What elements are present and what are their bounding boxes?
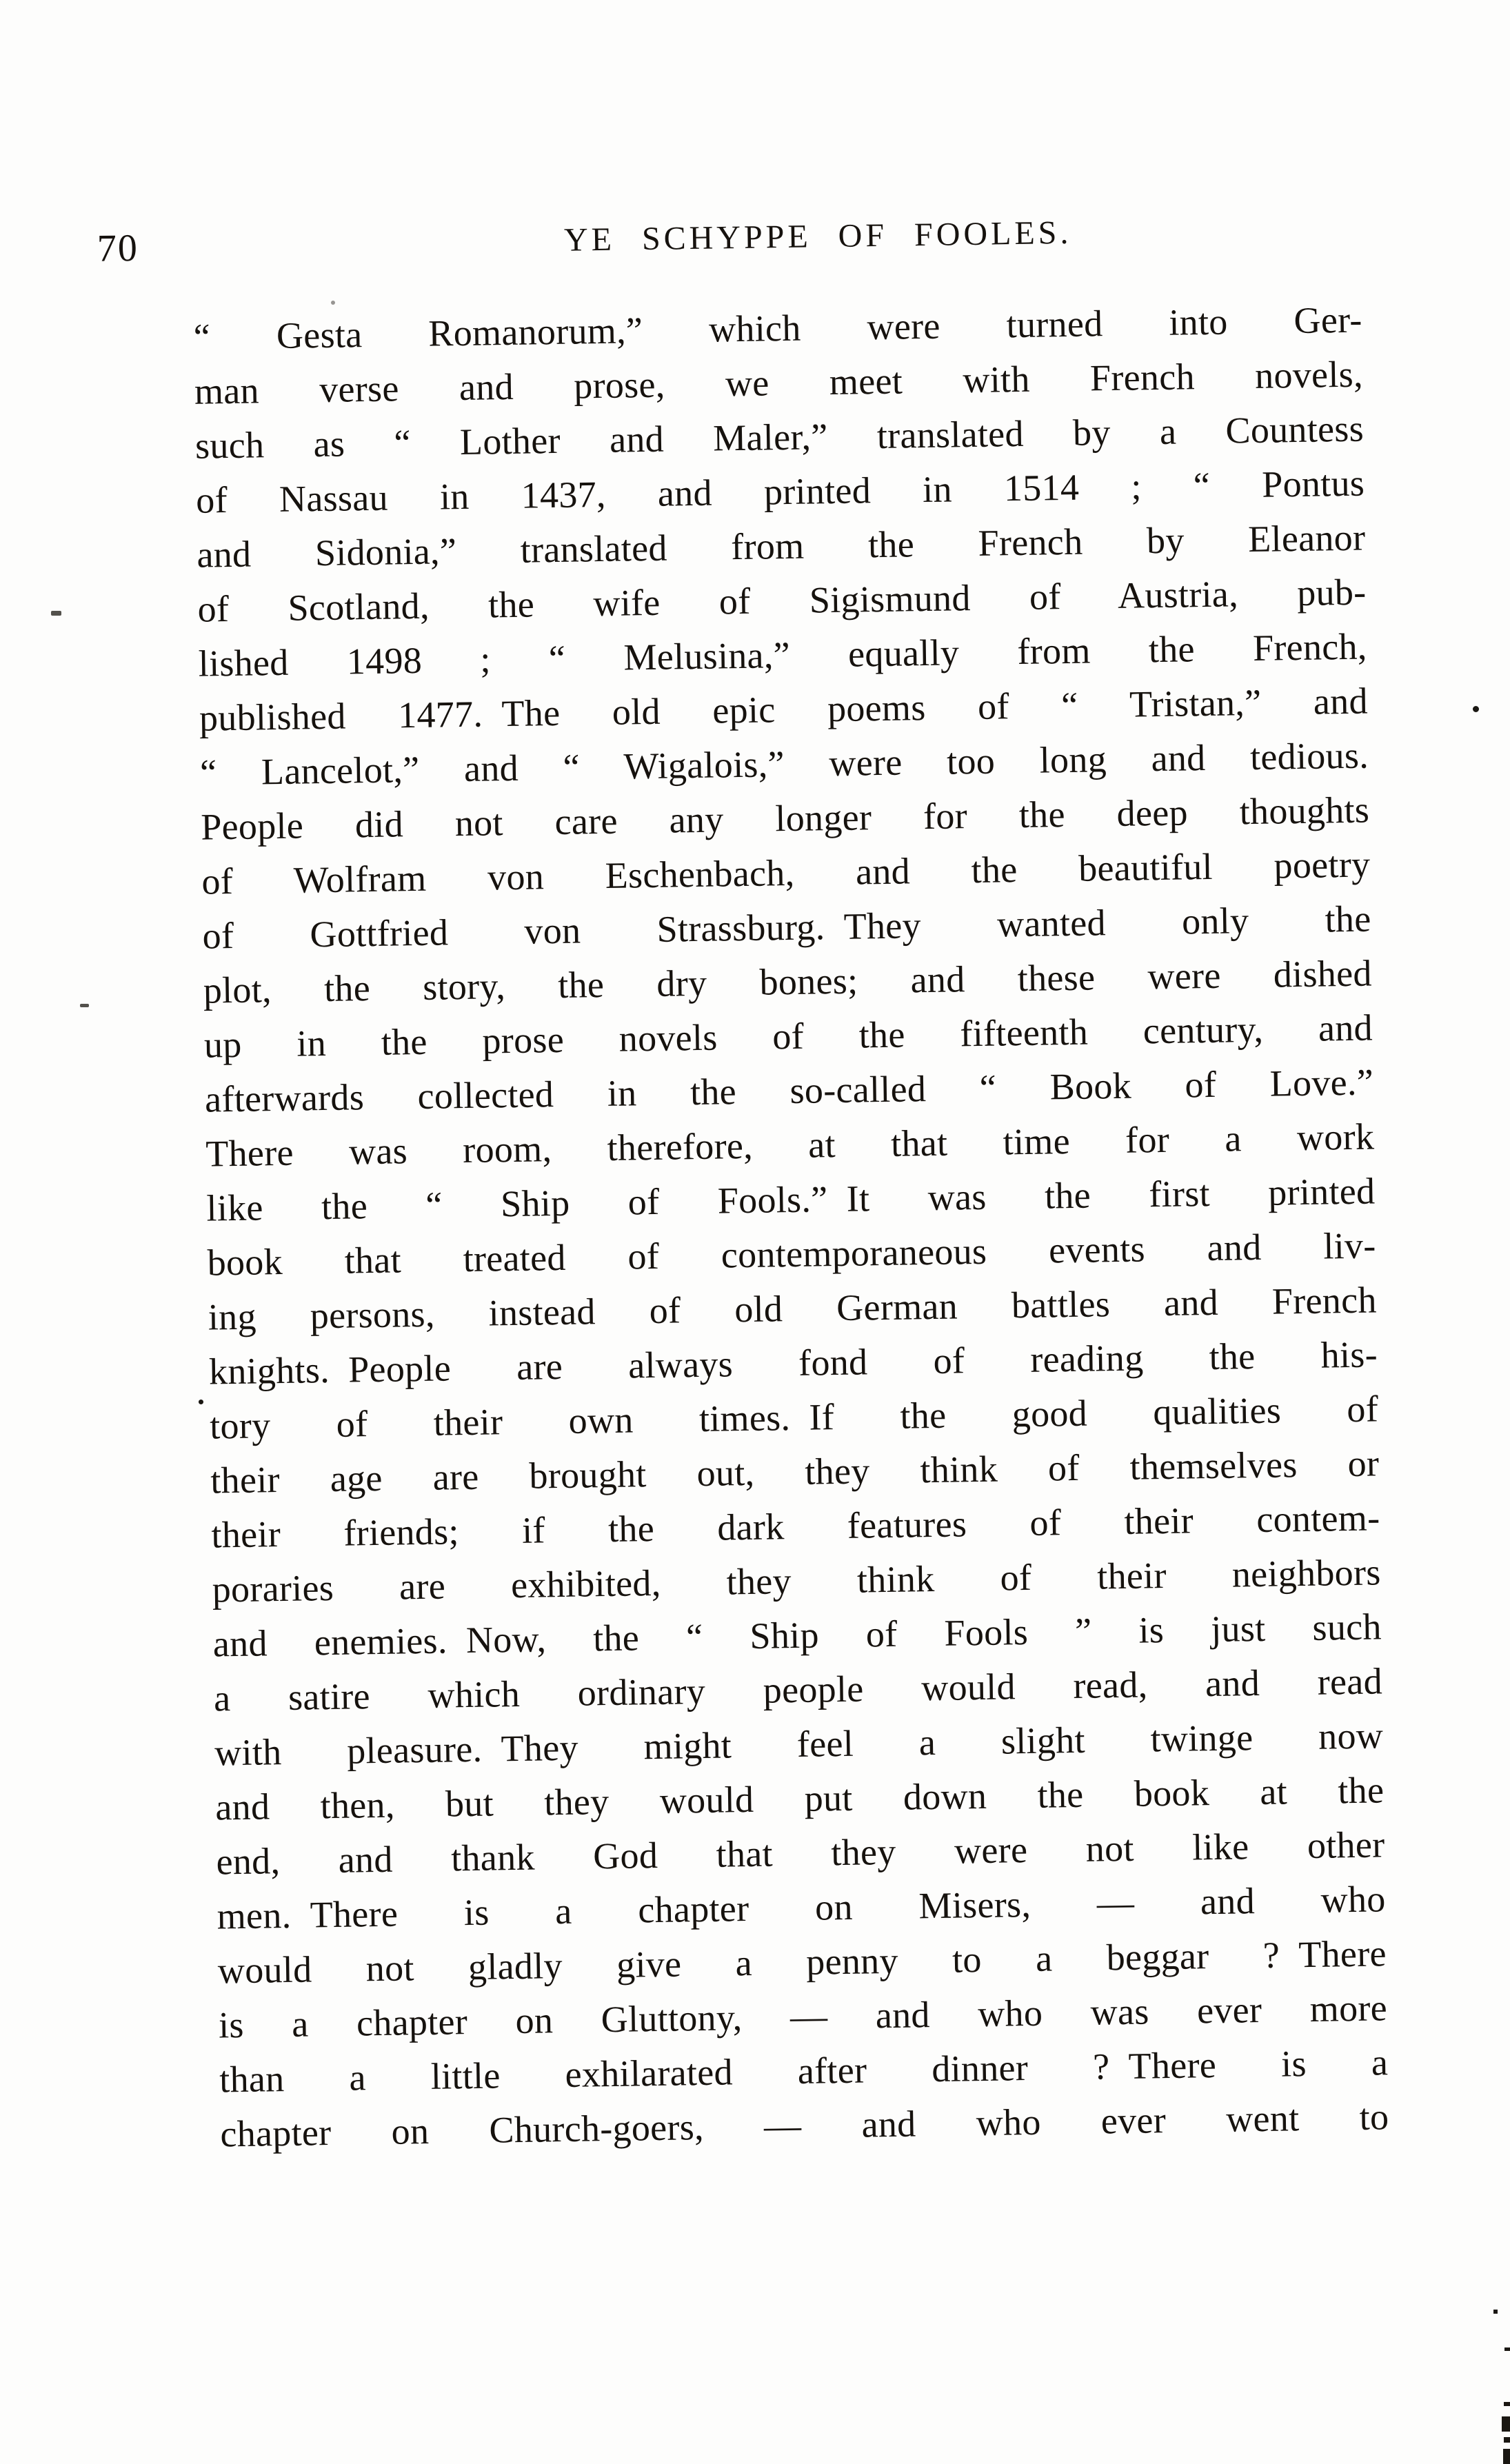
text-line: is a chapter on Gluttony, — and who was ever more — [218, 1987, 1388, 2046]
text-line: book that treated of contemporaneous events and liv- — [207, 1224, 1376, 1284]
text-line: tory of their own times. If the good qualities of — [209, 1388, 1379, 1447]
text-line: and Sidonia,” translated from the French by Eleanor — [196, 516, 1366, 576]
page-number: 70 — [97, 226, 139, 270]
scan-speck — [51, 611, 61, 616]
text-line: and enemies. Now, the “ Ship of Fools ” is just such — [212, 1606, 1382, 1665]
page-content — [97, 214, 1389, 2162]
scan-speck — [1473, 706, 1479, 712]
text-line: “ Lancelot,” and “ Wigalois,” were too long and tedious. — [199, 734, 1369, 794]
scan-edge-mark — [1493, 2310, 1498, 2314]
text-line: end, and thank God that they were not like other — [216, 1824, 1385, 1883]
text-line: than a little exhilarated after dinner ? There is a — [219, 2041, 1389, 2101]
text-line: up in the prose novels of the fifteenth century, and — [203, 1007, 1373, 1066]
text-line: of Wolfram von Eschenbach, and the beautiful poetry — [201, 843, 1371, 902]
scan-speck — [80, 1004, 89, 1007]
scan-edge-mark — [1504, 2437, 1510, 2443]
body-text — [193, 293, 1389, 2162]
text-line: their age are brought out, they think of themselves or — [210, 1442, 1380, 1502]
scan-edge-mark — [1502, 2416, 1510, 2432]
text-line: chapter on Church-goers, — and who ever went to — [219, 2096, 1389, 2155]
scan-edge-mark — [1504, 2347, 1510, 2351]
text-line: with pleasure. They might feel a slight twinge now — [214, 1715, 1384, 1774]
text-line: man verse and prose, we meet with French novels, — [194, 353, 1364, 412]
text-line: lished 1498 ; “ Melusina,” equally from the French, — [198, 625, 1368, 685]
text-line: a satire which ordinary people would read, and read — [213, 1660, 1383, 1719]
text-line: of Nassau in 1437, and printed in 1514 ; “ Pontus — [195, 462, 1365, 521]
text-line: ing persons, instead of old German battles and French — [208, 1279, 1378, 1338]
scan-edge-mark — [1504, 2402, 1510, 2406]
text-line: such as “ Lother and Maler,” translated by a Countess — [194, 407, 1365, 467]
text-line: People did not care any longer for the deep thoughts — [200, 789, 1370, 848]
running-title: YE SCHYPPE OF FOOLES. — [563, 214, 1072, 259]
text-line: afterwards collected in the so-called “ Book of Love.” — [204, 1061, 1374, 1120]
text-line: would not gladly give a penny to a beggar ? There — [217, 1932, 1387, 1992]
text-line: published 1477. The old epic poems of “ Tristan,” and — [199, 680, 1369, 739]
text-line: their friends; if the dark features of their contem- — [211, 1497, 1380, 1556]
text-line: men. There is a chapter on Misers, — and who — [217, 1878, 1386, 1937]
scan-edge-mark — [1503, 2449, 1510, 2464]
text-line: plot, the story, the dry bones; and these were dished — [203, 952, 1373, 1011]
text-line: There was room, therefore, at that time for a work — [205, 1115, 1375, 1175]
scan-speck — [331, 301, 335, 305]
text-line: “ Gesta Romanorum,” which were turned into Ger- — [193, 299, 1363, 358]
text-line: like the “ Ship of Fools.” It was the first printed — [206, 1170, 1376, 1229]
scan-speck — [199, 1400, 203, 1404]
text-line: poraries are exhibited, they think of their neighbors — [212, 1551, 1381, 1610]
text-line: of Scotland, the wife of Sigismund of Austria, pub- — [197, 571, 1367, 630]
text-line: knights. People are always fond of reading the his- — [208, 1333, 1378, 1393]
text-line: of Gottfried von Strassburg. They wanted only the — [202, 898, 1371, 957]
running-head — [97, 207, 1361, 279]
text-line: and then, but they would put down the book at the — [214, 1769, 1385, 1828]
